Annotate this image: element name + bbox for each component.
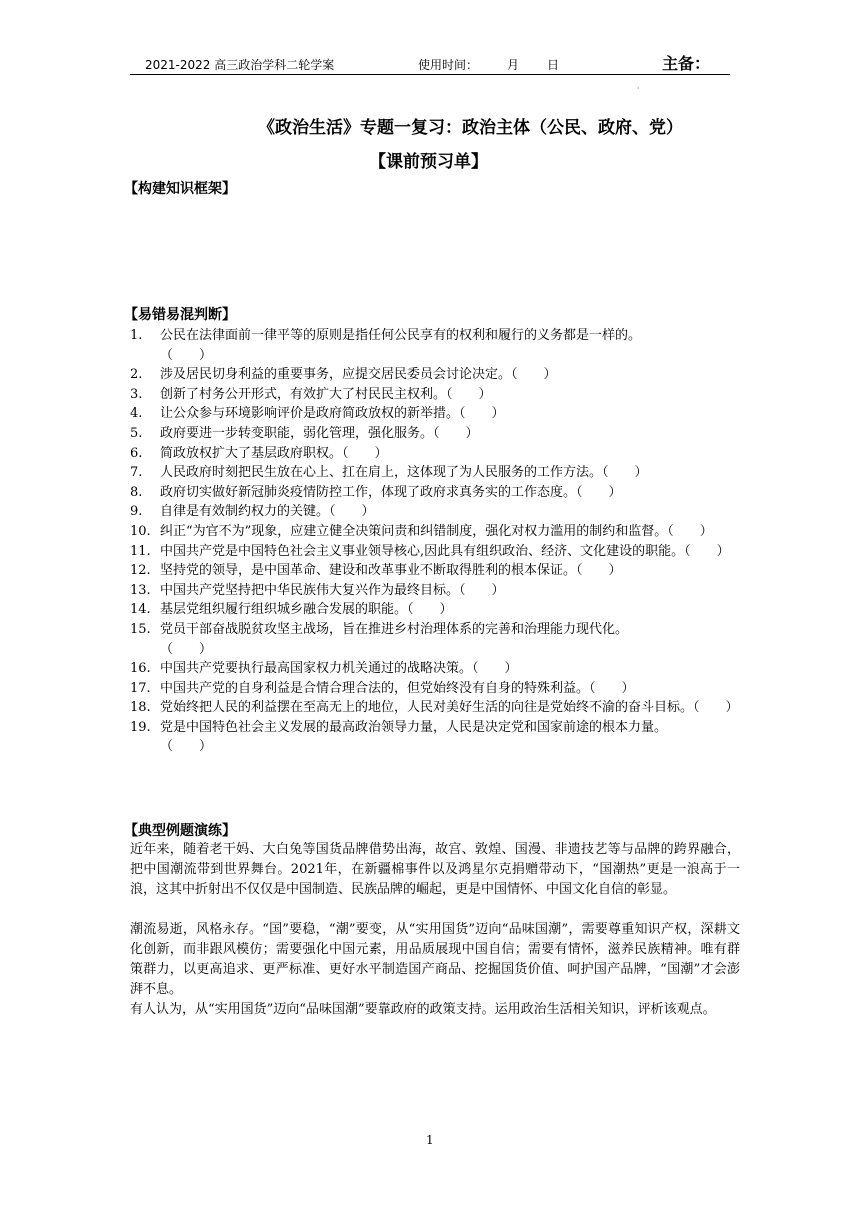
item-statement: 让公众参与环境影响评价是政府简政放权的新举措。（ ） bbox=[160, 406, 505, 422]
list-item bbox=[130, 326, 742, 365]
item-number: 9. bbox=[130, 504, 143, 520]
item-number: 3. bbox=[130, 386, 143, 402]
item-statement: 中国共产党的自身利益是合情合理合法的，但党始终没有自身的特殊利益。（ ） bbox=[160, 680, 635, 696]
item-number: 7. bbox=[130, 465, 143, 481]
list-item bbox=[130, 522, 742, 542]
list-item bbox=[130, 600, 742, 620]
item-number: 17. bbox=[130, 680, 151, 696]
list-item bbox=[130, 718, 742, 757]
item-text bbox=[160, 698, 742, 718]
item-statement: 坚持党的领导，是中国革命、建设和改革事业不断取得胜利的根本保证。（ ） bbox=[160, 563, 622, 579]
item-number: 4. bbox=[130, 406, 143, 422]
item-number: 14. bbox=[130, 602, 151, 618]
item-text bbox=[160, 561, 742, 581]
item-text bbox=[160, 659, 742, 679]
item-statement: 中国共产党是中国特色社会主义事业领导核心,因此具有组织政治、经济、文化建设的职能。（ ） bbox=[160, 543, 730, 559]
item-statement: 人民政府时刻把民生放在心上、扛在肩上，这体现了为人民服务的工作方法。（ ） bbox=[160, 465, 648, 481]
item-number: 16. bbox=[130, 661, 151, 677]
item-text bbox=[160, 483, 742, 503]
item-statement: 自律是有效制约权力的关键。（ ） bbox=[160, 504, 375, 520]
item-number: 15. bbox=[130, 621, 151, 637]
list-item bbox=[130, 561, 742, 581]
list-item bbox=[130, 679, 742, 699]
item-number: 6. bbox=[130, 445, 143, 461]
list-item bbox=[130, 365, 742, 385]
list-item bbox=[130, 659, 742, 679]
header-month: 月 bbox=[507, 58, 520, 72]
item-statement: 政府要进一步转变职能，弱化管理，强化服务。（ ） bbox=[160, 425, 479, 441]
item-text bbox=[160, 581, 742, 601]
item-statement: 中国共产党坚持把中华民族伟大复兴作为最终目标。（ ） bbox=[160, 582, 505, 598]
document-subtitle: 【课前预习单】 bbox=[369, 152, 488, 172]
item-number: 18. bbox=[130, 700, 151, 716]
item-number: 19. bbox=[130, 719, 151, 735]
item-number: 5. bbox=[130, 425, 143, 441]
item-statement: 纠正“为官不为”现象，应建立健全决策问责和纠错制度，强化对权力滥用的制约和监督。（ ） bbox=[160, 523, 713, 539]
example-paragraph-1: 近年来，随着老干妈、大白兔等国货品牌借势出海，故宫、敦煌、国漫、非遗技艺等与品牌的跨界融合，把中国潮流带到世界舞台。2021年，在新疆棉事件以及鸿星尔克捐赠带动下，“国潮热”更是一浪高于一浪，这其中折射出不仅仅是中国制造、民族品牌的崛起，更是中国情怀、中国文化自信的彰显。 bbox=[130, 842, 740, 897]
list-item bbox=[130, 385, 742, 405]
item-statement: 党员干部奋战脱贫攻坚主战场，旨在推进乡村治理体系的完善和治理能力现代化。 bbox=[160, 621, 629, 637]
item-statement: 基层党组织履行组织城乡融合发展的职能。（ ） bbox=[160, 602, 453, 618]
item-text bbox=[160, 620, 742, 659]
section-framework: 【构建知识框架】 bbox=[124, 181, 236, 197]
item-text bbox=[160, 502, 742, 522]
item-statement: 中国共产党要执行最高国家权力机关通过的战略决策。（ ） bbox=[160, 661, 518, 677]
item-number: 8. bbox=[130, 484, 143, 500]
item-statement: 涉及居民切身利益的重要事务，应提交居民委员会讨论决定。（ ） bbox=[160, 367, 557, 383]
header-course: 2021-2022 高三政治学科二轮学案 bbox=[145, 58, 335, 72]
list-item bbox=[130, 424, 742, 444]
item-statement: 创新了村务公开形式，有效扩大了村民民主权利。（ ） bbox=[160, 386, 492, 402]
header-dot: · bbox=[637, 84, 640, 93]
header-day: 日 bbox=[547, 58, 560, 72]
list-item bbox=[130, 444, 742, 464]
page-header bbox=[130, 54, 730, 74]
list-item bbox=[130, 620, 742, 659]
item-text bbox=[160, 718, 742, 757]
document-title: 《政治生活》专题一复习：政治主体（公民、政府、党） bbox=[258, 118, 683, 138]
item-text bbox=[160, 463, 742, 483]
item-text bbox=[160, 600, 742, 620]
item-text bbox=[160, 404, 742, 424]
item-text bbox=[160, 542, 742, 562]
section-examples: 【典型例题演练】 bbox=[124, 823, 236, 839]
example-paragraph-2: 潮流易逝，风格永存。“国”要稳，“潮”要变，从“实用国货”迈向“品味国潮”，需要尊重知识产权，深耕文化创新，而非跟风模仿；需要强化中国元素，用品质展现中国自信；需要有情怀，滋养民族精神。唯有群策群力，以更高追求、更严标准、更好水平制造国产商品、挖掘国货价值、呵护国产品牌，“国潮”才会澎湃不息。 bbox=[130, 922, 740, 997]
item-text bbox=[160, 365, 742, 385]
item-statement: 公民在法律面前一律平等的原则是指任何公民享有的权利和履行的义务都是一样的。 bbox=[160, 328, 642, 343]
header-divider bbox=[130, 74, 730, 75]
header-time-label: 使用时间： bbox=[418, 58, 479, 72]
list-item bbox=[130, 542, 742, 562]
section-judgement: 【易错易混判断】 bbox=[124, 307, 236, 323]
answer-blank[interactable]: （ ） bbox=[160, 739, 213, 755]
page-number: 1 bbox=[426, 1133, 434, 1147]
item-text bbox=[160, 444, 742, 464]
list-item bbox=[130, 698, 742, 718]
list-item bbox=[130, 404, 742, 424]
item-statement: 简政放权扩大了基层政府职权。（ ） bbox=[160, 445, 388, 461]
item-statement: 政府切实做好新冠肺炎疫情防控工作，体现了政府求真务实的工作态度。（ ） bbox=[160, 484, 622, 500]
header-owner: 主备： bbox=[662, 54, 711, 73]
item-text bbox=[160, 679, 742, 699]
item-text bbox=[160, 385, 742, 405]
list-item bbox=[130, 581, 742, 601]
item-number: 13. bbox=[130, 582, 151, 598]
item-statement: 党始终把人民的利益摆在至高无上的地位，人民对美好生活的向往是党始终不渝的奋斗目标。（ ） bbox=[160, 700, 739, 716]
judgement-list bbox=[130, 326, 742, 757]
item-number: 12. bbox=[130, 563, 151, 579]
item-number: 11. bbox=[130, 543, 151, 559]
item-number: 2. bbox=[130, 367, 143, 383]
item-text bbox=[160, 326, 742, 365]
item-number: 10. bbox=[130, 523, 151, 539]
item-statement: 党是中国特色社会主义发展的最高政治领导力量，人民是决定党和国家前途的根本力量。 bbox=[160, 719, 668, 735]
list-item bbox=[130, 463, 742, 483]
answer-blank[interactable]: （ ） bbox=[160, 347, 213, 363]
example-question: 有人认为，从“实用国货”迈向“品味国潮”要靠政府的政策支持。运用政治生活相关知识，评析该观点。 bbox=[130, 1002, 716, 1017]
list-item bbox=[130, 483, 742, 503]
list-item bbox=[130, 502, 742, 522]
item-text bbox=[160, 522, 742, 542]
item-text bbox=[160, 424, 742, 444]
item-number: 1. bbox=[130, 328, 143, 343]
answer-blank[interactable]: （ ） bbox=[160, 641, 213, 657]
